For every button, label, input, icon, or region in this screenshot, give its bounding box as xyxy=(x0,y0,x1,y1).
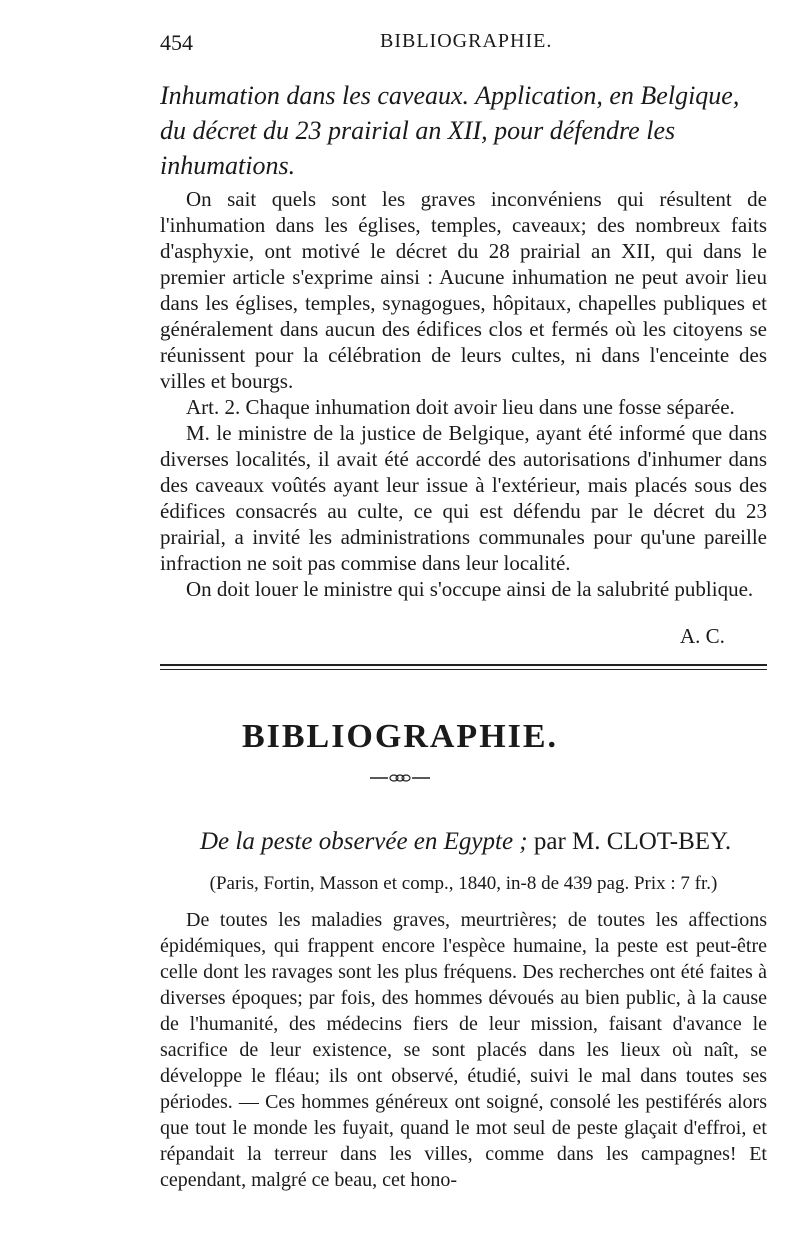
publication-details: (Paris, Fortin, Masson et comp., 1840, in-8 de 439 pag. Prix : 7 fr.) xyxy=(209,873,718,894)
book-title xyxy=(200,828,760,856)
book-author: par M. CLOT-BEY. xyxy=(533,828,732,855)
signature: A. C. xyxy=(680,624,725,648)
bibliography-heading: BIBLIOGRAPHIE. xyxy=(241,718,559,755)
paragraph: M. le ministre de la justice de Belgique, ayant été informé que dans diverses localités, il avait été accordé des autorisations d'inhumer dans des caveaux voûtés ayant leur issue à l'extérieur, mais placés sous des édifices consacrés au culte, ce qui est défendu par le décret du 23 prairial, a invité les administrations communales pour qu'une pareille infraction ne soit pas commise dans leur localité. xyxy=(160,421,767,575)
review-body xyxy=(160,907,767,1193)
section-body xyxy=(160,186,767,602)
divider-rule xyxy=(160,669,767,670)
paragraph: On doit louer le ministre qui s'occupe ainsi de la salubrité publique. xyxy=(186,577,754,601)
section-title: Inhumation dans les caveaux. Application, en Belgique, du décret du 23 prairial an XII, pour défendre les inhumations. xyxy=(160,81,740,180)
page-header xyxy=(160,30,760,60)
divider-rule xyxy=(160,664,767,666)
paragraph: On sait quels sont les graves inconvéniens qui résultent de l'inhumation dans les églises, temples, caveaux; des nombreux faits d'asphyxie, ont motivé le décret du 28 prairial an XII, qui dans le premier article s'exprime ainsi : Aucune inhumation ne peut avoir lieu dans les églises, temples, synagogues, hôpitaux, chapelles publiques et généralement dans aucun des édifices clos et fermés où les citoyens se réunissent pour la célébration de leurs cultes, ni dans l'enceinte des villes et bourgs. xyxy=(160,187,767,393)
ornament-divider xyxy=(370,773,430,783)
running-title: BIBLIOGRAPHIE. xyxy=(380,30,553,52)
paragraph: Art. 2. Chaque inhumation doit avoir lieu dans une fosse séparée. xyxy=(186,395,735,419)
page-number: 454 xyxy=(160,30,193,55)
book-title-text: De la peste observée en Egypte ; xyxy=(200,828,528,855)
paragraph: De toutes les maladies graves, meurtrières; de toutes les affections épidémiques, qui frappent encore l'espèce humaine, la peste est peut-être celle dont les ravages sont les plus fréquens. Des recherches ont été faites à diverses époques; par fois, des hommes dévoués au bien public, à la cause de l'humanité, des médecins fiers de leur mission, faisant d'avance le sacrifice de leur existence, se sont placés dans les lieux où naît, se développe le fléau; ils ont observé, étudié, suivi le mal dans toutes ses périodes. — Ces hommes généreux ont soigné, consolé les pestiférés alors que tout le monde les fuyait, quand le mot seul de peste glaçait d'effroi, et répandait la terreur dans les villes, comme dans les campagnes! Et cependant, malgré ce beau, cet hono- xyxy=(160,909,767,1191)
